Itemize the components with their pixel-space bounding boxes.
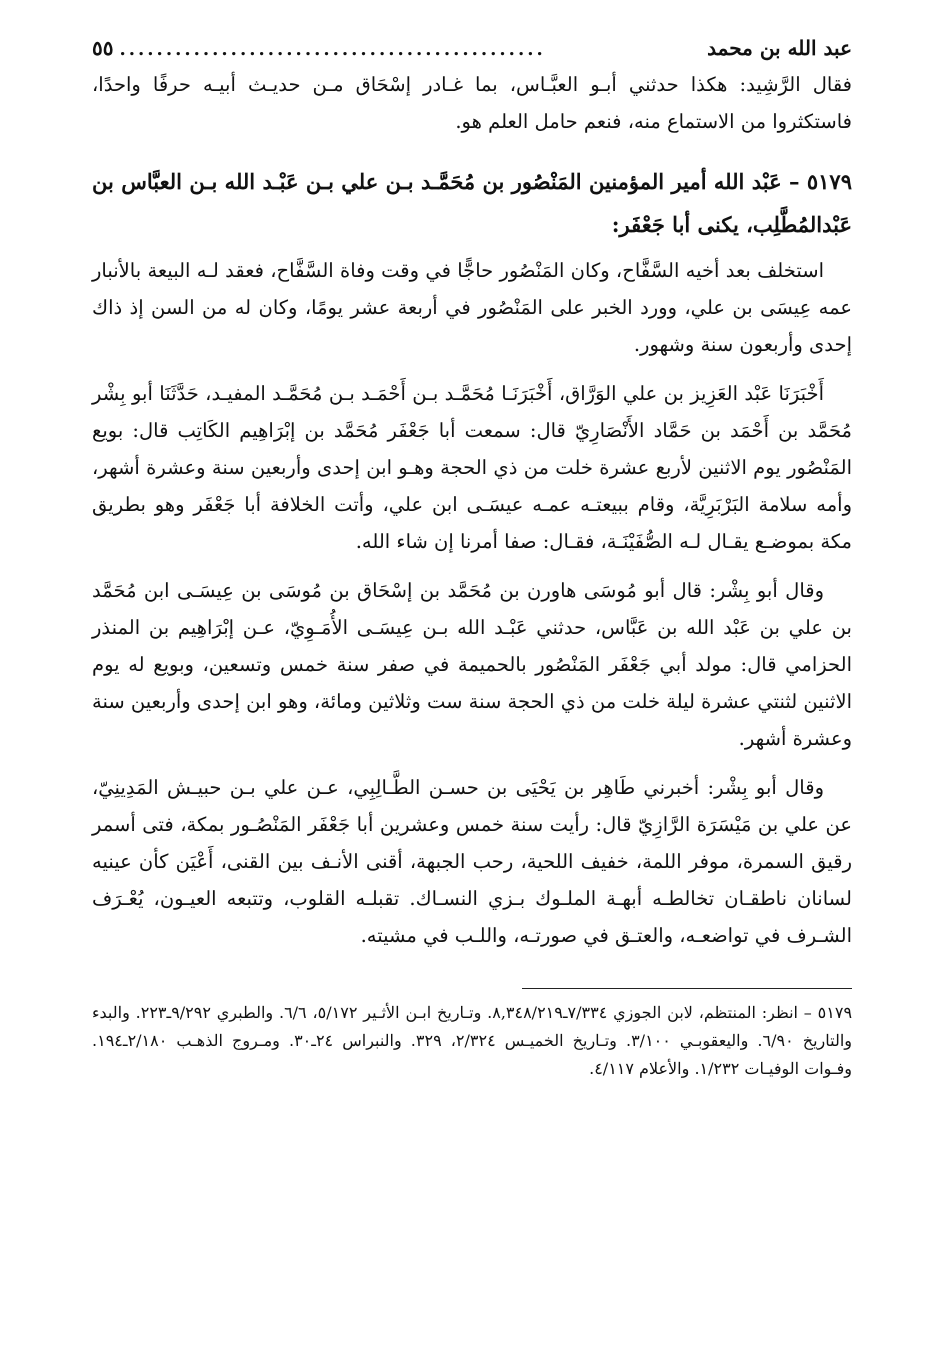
page-number: ٥٥ — [92, 36, 114, 60]
body-paragraph-4: وقال أبو بِشْر: قال أبو مُوسَى هاورن بن مُحَمَّد بن إسْحَاق بن مُوسَى بن عِيسَـى ابن مُحَمَّد بن علي بن عَبْد الله بن عَبَّاس، حدثني عَبْـد الله بـن عِيسَـى الأُمَـوِيّ، عـن إبْرَاهِيم بن المنذر الحزامي قال: مولد أبي جَعْفَر المَنْصُور بالحميمة في صفر سنة خمس وتسعين، وبويع له يوم الاثنين لثنتي عشرة ليلة خلت من ذي الحجة سنة ست وثلاثين ومائة، وهو ابن إحدى وأربعين سنة وعشرة أشهر. — [92, 579, 852, 750]
entry-heading: ٥١٧٩ – عَبْد الله أمير المؤمنين المَنْصُور بن مُحَمَّـد بـن علي بـن عَبْـد الله بـن العبَّاس بن عَبْدالمُطَّلِب، يكنى أبا جَعْفَر: — [92, 169, 852, 237]
running-header — [92, 30, 852, 66]
body-paragraph-2: استخلف بعد أخيه السَّفَّاح، وكان المَنْصُور حاجًّا في وقت وفاة السَّفَّاح، فعقد لـه البيعة بالأنبار عمه عِيسَى بن علي، وورد الخبر على المَنْصُور في أربعة عشر يومًا، وكان له من السن إذ ذاك إحدى وأربعون سنة وشهور. — [92, 259, 852, 356]
document-page — [92, 30, 852, 1083]
header-dot-leader: .............................................. — [119, 39, 546, 60]
running-title: عبد الله بن محمد — [707, 36, 852, 60]
body-paragraph-3: أَخْبَرَنَا عَبْد العَزِيز بن علي الوَرَّاق، أَخْبَرَنَـا مُحَمَّـد بـن أَحْمَـد بـن مُحَمَّـد المفيـد، حَدَّثَنَا أبو بِشْر مُحَمَّد بن أَحْمَد بن حَمَّاد الأَنْصَارِيّ قال: سمعت أبا جَعْفَر مُحَمَّد بن إبْرَاهِيم الكَاتِب قال: بويع المَنْصُور يوم الاثنين لأربع عشرة خلت من ذي الحجة وهـو ابن إحدى وأربعين سنة وعشرة أشهر، وأمه سلامة البَرْبَرِيَّة، وقام ببيعتـه عمـه عيسَـى ابن علي، وأتت الخلافة أبا جَعْفَر وهو بطريق مكة بموضـع يقـال لـه الصُّفَيْنَـة، فقـال: صفا أمرنا إن شاء الله. — [92, 382, 852, 553]
body-paragraph-1: فقال الرَّشِيد: هكذا حدثني أبـو العبَّـاس، بما غـادر إسْحَاق مـن حديـث أبيـه حرفًا واحدًا، فاستكثروا من الاستماع منه، فنعم حامل العلم هو. — [92, 73, 852, 133]
footnote-divider — [522, 988, 852, 989]
footnotes-section — [92, 999, 852, 1083]
footnote-1: ٥١٧٩ – انظر: المنتظم، لابن الجوزي ٧/٣٣٤ـ٨,٣٤٨/٢١٩. وتـاريخ ابـن الأثـير ٥/١٧٢، ٦/٦. والطبري ٩/٢٩٢ـ٢٢٣. والبدء والتاريخ ٦/٩٠. واليعقوبـي ٣/١٠٠. وتـاريخ الخميـس ٢/٣٢٤، ٣٢٩. والنبراس ٢٤ـ٣٠. ومـروج الذهـب ٢/١٨٠ـ١٩٤. وفـوات الوفيـات ١/٢٣٢. والأعلام ٤/١١٧. — [92, 1003, 853, 1078]
body-paragraph-5: وقال أبو بِشْر: أخبرني طَاهِر بن يَحْيَى بن حسـن الطَّـالِبِي، عـن علي بـن حبيـش المَدِينِيّ، عن علي بن مَيْسَرَة الرَّازِيّ قال: رأيت سنة خمس وعشرين أبا جَعْفَر المَنْصُـور بمكة، فتى أسمر رقيق السمرة، موفر اللمة، خفيف اللحية، رحب الجبهة، أقنى الأنـف بين القنى، أَعْيَن كأن عينيه لسانان ناطقـان تخالطـه أبهـة الملـوك بـزي النسـاك. تقبلـه القلوب، وتتبعه العيـون، يُعْـرَف الشـرف في تواضعـه، والعتـق في صورتـه، واللـب في مشيته. — [92, 776, 852, 947]
